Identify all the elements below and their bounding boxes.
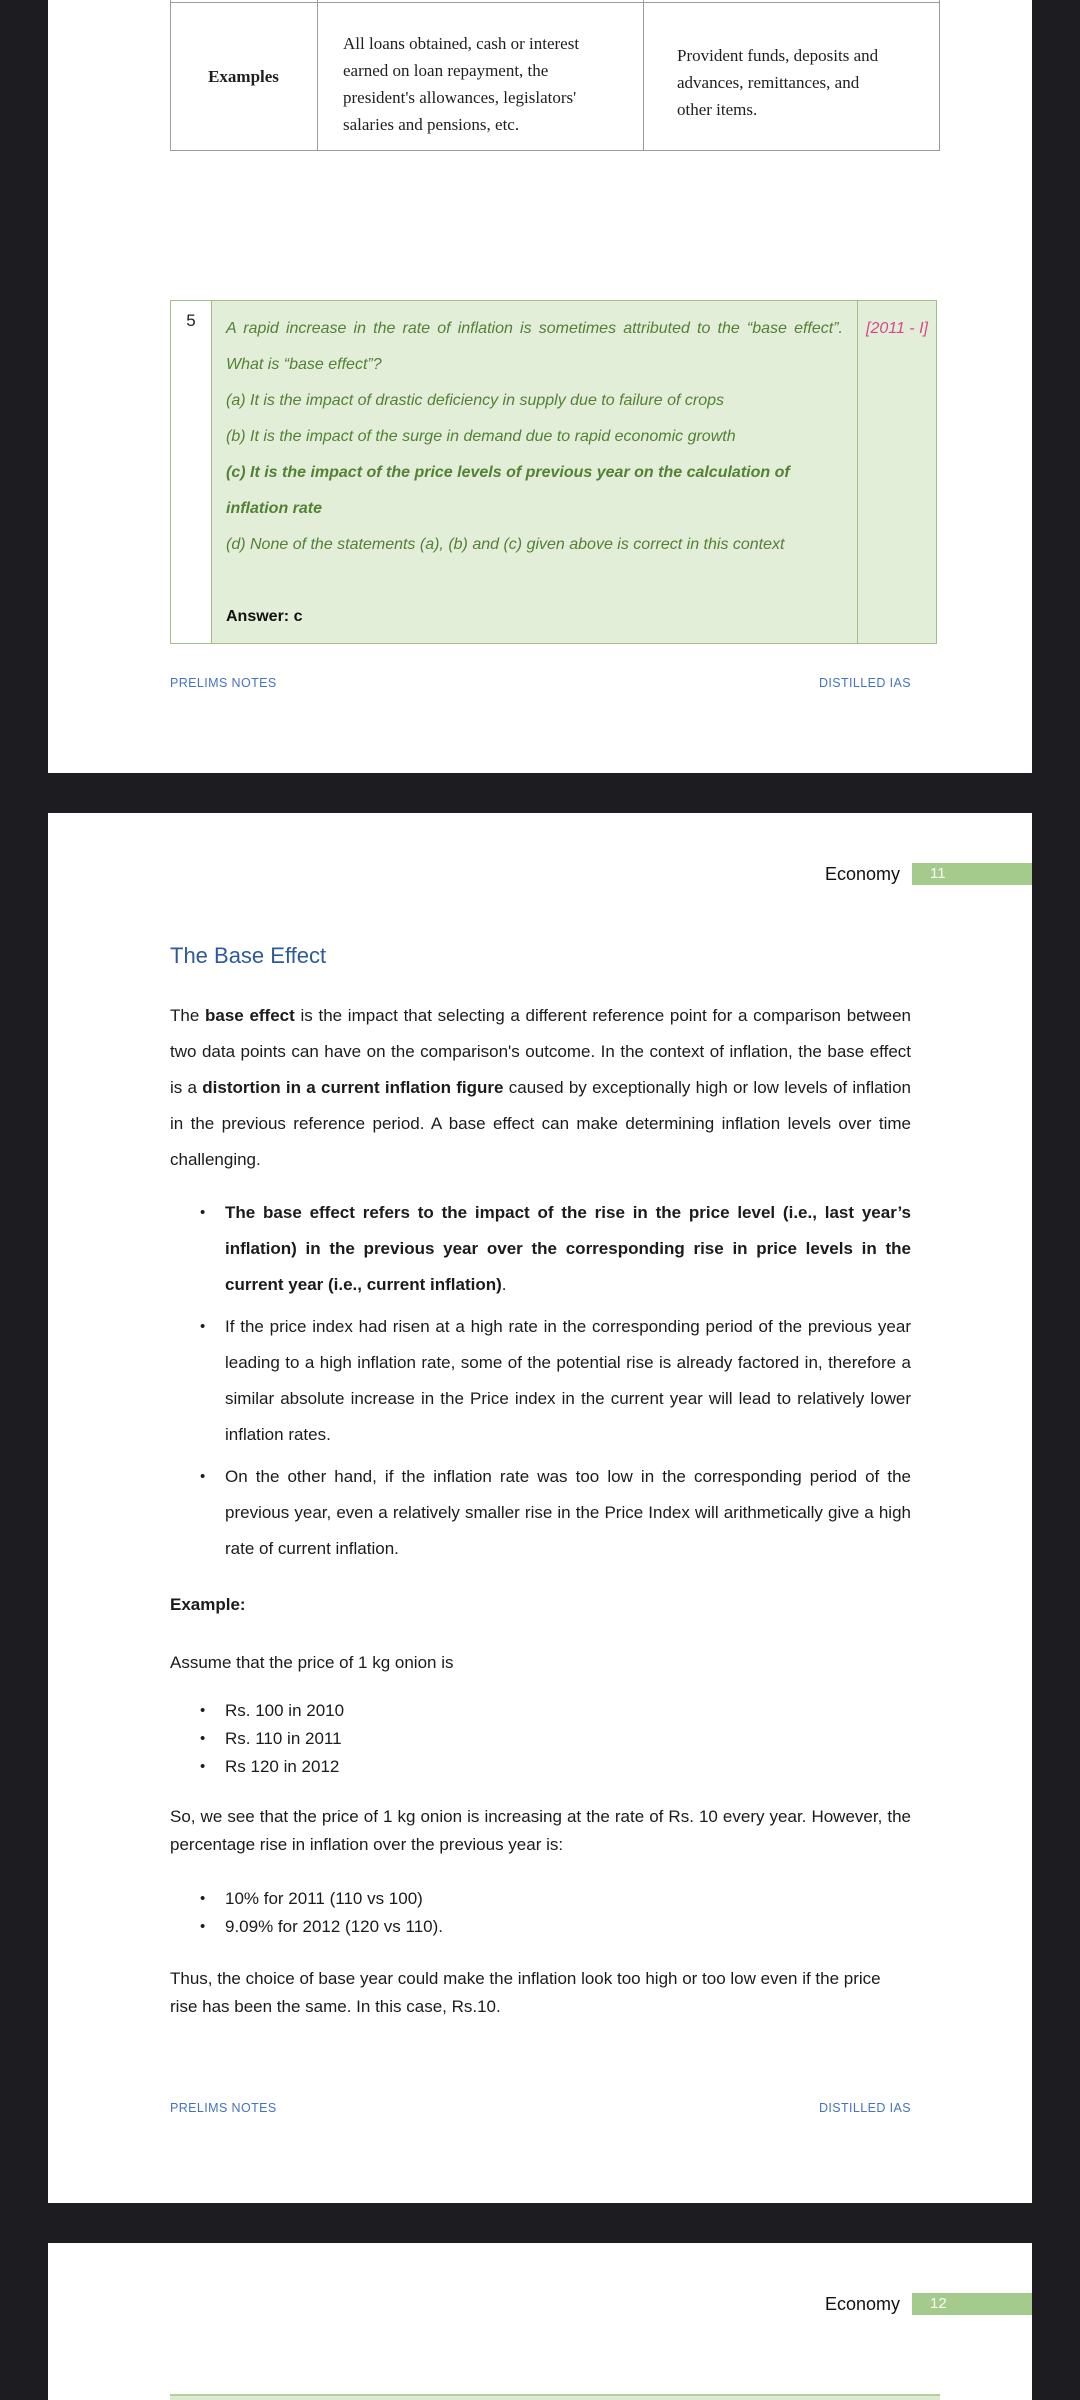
section-heading: The Base Effect bbox=[170, 943, 327, 968]
page-number-badge: 12 bbox=[912, 2293, 1032, 2315]
price-bullet-list bbox=[170, 1697, 911, 1781]
economy-label: Economy bbox=[824, 863, 900, 884]
economy-label: Economy bbox=[824, 2293, 900, 2314]
bullet-icon: • bbox=[200, 1758, 206, 1775]
footer-right-label: DISTILLED IAS bbox=[818, 676, 911, 690]
page-header bbox=[825, 863, 1032, 885]
bullet-item: • On the other hand, if the inflation rate was too low in the corresponding period of the previous year, even a relatively smaller rise in the Price Index will arithmetically give a high rate of current inflation. bbox=[170, 1459, 911, 1567]
footer-left-label: PRELIMS NOTES bbox=[170, 676, 277, 690]
page-number-badge: 11 bbox=[912, 863, 1032, 885]
bullet-icon: • bbox=[200, 1318, 206, 1335]
example-label: Example: bbox=[170, 1595, 246, 1614]
assume-line: Assume that the price of 1 kg onion is bbox=[170, 1653, 454, 1672]
page-footer bbox=[170, 2101, 911, 2115]
thus-paragraph: Thus, the choice of base year could make the inflation look too high or too low even if the price rise has been the same. In this case, Rs.10. bbox=[170, 1969, 881, 2016]
footer-right-label: DISTILLED IAS bbox=[818, 2101, 911, 2115]
question-option-d: (d) None of the statements (a), (b) and (c) given above is correct in this context bbox=[226, 536, 785, 553]
bullet-icon: • bbox=[200, 1468, 206, 1485]
bullet-list bbox=[170, 1195, 911, 1573]
table-line: other items. bbox=[677, 100, 758, 119]
document-page-1 bbox=[48, 0, 1032, 773]
table-line: All loans obtained, cash or interest bbox=[343, 34, 580, 53]
bullet-item: • Rs. 100 in 2010 bbox=[170, 1697, 911, 1725]
bullet-item: • The base effect refers to the impact of the rise in the price level (i.e., last year’s inflation) in the previous year over the corresponding rise in price levels in the current year (i.e., current inflation). bbox=[170, 1195, 911, 1303]
examples-table bbox=[170, 0, 940, 152]
bullet-item: • Rs 120 in 2012 bbox=[170, 1753, 911, 1781]
table-line: salaries and pensions, etc. bbox=[343, 115, 520, 134]
bullet-icon: • bbox=[200, 1204, 206, 1221]
table-line: earned on loan repayment, the bbox=[343, 61, 549, 80]
intro-paragraph: The base effect is the impact that selecting a different reference point for a comparison between two data points can have on the comparison's outcome. In the context of inflation, the base effect is a distortion in a current inflation figure caused by exceptionally high or low levels of inflation in the previous reference period. A base effect can make determining inflation levels over time challenging. bbox=[170, 1006, 911, 1169]
table-line: Provident funds, deposits and bbox=[677, 46, 879, 65]
table-line: advances, remittances, and bbox=[677, 73, 860, 92]
bullet-item: • Rs. 110 in 2011 bbox=[170, 1725, 911, 1753]
page-footer bbox=[170, 676, 911, 690]
examples-cell-other bbox=[643, 2, 940, 150]
bullet-icon: • bbox=[200, 1918, 206, 1935]
examples-cell-receipts bbox=[317, 2, 643, 150]
percent-bullet-list bbox=[170, 1885, 911, 1941]
bullet-icon: • bbox=[200, 1702, 206, 1719]
next-table-top-edge bbox=[170, 2394, 940, 2400]
question-option-a: (a) It is the impact of drastic deficiency in supply due to failure of crops bbox=[226, 392, 725, 409]
bullet-item: • If the price index had risen at a high rate in the corresponding period of the previous year leading to a high inflation rate, some of the potential rise is already factored in, therefore a similar absolute increase in the Price index in the current year will lead to relatively lower inflation rates. bbox=[170, 1309, 911, 1453]
document-page-2 bbox=[48, 813, 1032, 2203]
table-line: president's allowances, legislators' bbox=[343, 88, 577, 107]
bullet-icon: • bbox=[200, 1730, 206, 1747]
question-stem: A rapid increase in the rate of inflation is sometimes attributed to the “base effect”. What is “base effect”? bbox=[226, 320, 843, 373]
table-border bbox=[170, 150, 940, 151]
question-year-tag: [2011 - I] bbox=[858, 301, 936, 643]
question-option-b: (b) It is the impact of the surge in demand due to rapid economic growth bbox=[226, 428, 736, 445]
page-header bbox=[825, 2293, 1032, 2315]
document-page-3 bbox=[48, 2243, 1032, 2400]
question-answer: Answer: c bbox=[226, 608, 303, 625]
so-paragraph: So, we see that the price of 1 kg onion is increasing at the rate of Rs. 10 every year. However, the percentage rise in inflation over the previous year is: bbox=[170, 1807, 911, 1854]
bullet-icon: • bbox=[200, 1890, 206, 1907]
question-number-cell: 5 bbox=[171, 301, 212, 643]
question-text-cell bbox=[212, 301, 858, 643]
question-option-c: (c) It is the impact of the price levels of previous year on the calculation of inflation rate bbox=[226, 464, 790, 517]
bullet-item: • 9.09% for 2012 (120 vs 110). bbox=[170, 1913, 911, 1941]
question-table bbox=[170, 300, 937, 644]
footer-left-label: PRELIMS NOTES bbox=[170, 2101, 277, 2115]
examples-row-header: Examples bbox=[208, 66, 279, 86]
bullet-item: • 10% for 2011 (110 vs 100) bbox=[170, 1885, 911, 1913]
